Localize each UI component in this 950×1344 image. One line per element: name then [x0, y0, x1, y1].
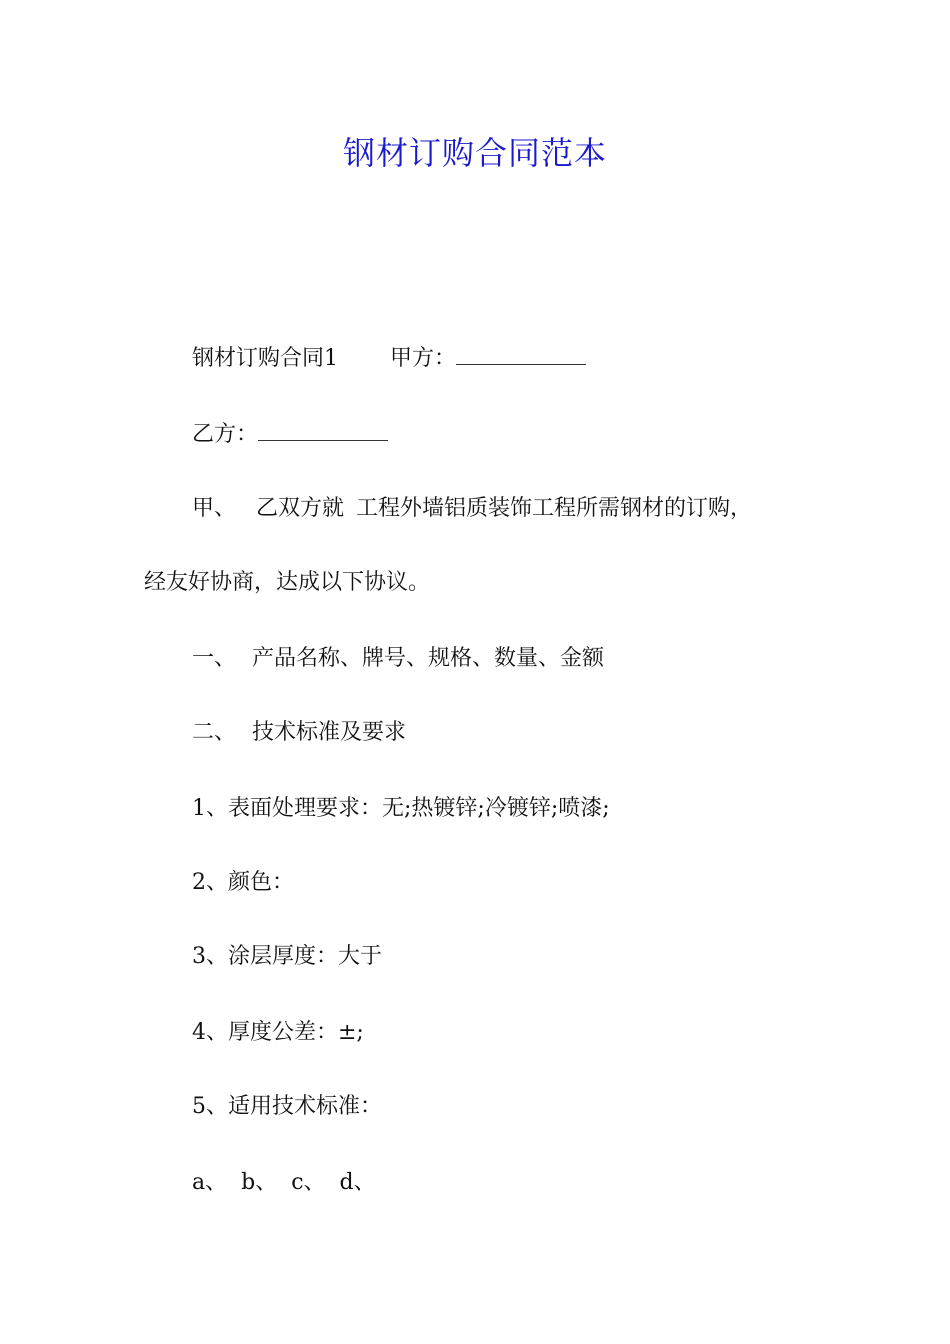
- party-b-label: 乙方：: [192, 422, 259, 447]
- intro-part-2: 乙双方就: [256, 496, 345, 521]
- contract-name: 钢材订购合同1: [192, 346, 338, 371]
- intro-part-1: 甲、: [192, 496, 237, 521]
- item-5: 5、适用技术标准：: [192, 1094, 382, 1119]
- section-2-number: 二、: [192, 720, 237, 745]
- sub-item-c: c、: [291, 1170, 326, 1195]
- section-2-heading: [192, 718, 406, 748]
- party-b-line: [192, 420, 388, 450]
- intro-part-3: 工程外墙铝质装饰工程所需钢材的订购，: [356, 496, 753, 521]
- sub-items-line: [192, 1168, 376, 1198]
- intro-line-2: 经友好协商，达成以下协议。: [144, 570, 431, 595]
- section-1-heading: [192, 644, 604, 674]
- party-b-blank: [258, 422, 388, 441]
- document-title: 钢材订购合同范本: [342, 134, 607, 172]
- header-line: [192, 344, 586, 374]
- party-a-label: 甲方：: [390, 346, 457, 371]
- party-a-blank: [456, 346, 586, 365]
- item-2: 2、颜色：: [192, 870, 294, 895]
- section-1-text: 产品名称、牌号、规格、数量、金额: [252, 646, 605, 671]
- intro-line-1: [192, 494, 752, 524]
- sub-item-b: b、: [241, 1170, 278, 1195]
- sub-item-d: d、: [339, 1170, 376, 1195]
- section-1-number: 一、: [192, 646, 237, 671]
- section-2-text: 技术标准及要求: [252, 720, 407, 745]
- item-4: 4、厚度公差：±;: [192, 1020, 364, 1045]
- sub-item-a: a、: [192, 1170, 228, 1195]
- item-3: 3、涂层厚度：大于: [192, 944, 382, 969]
- item-1: 1、表面处理要求：无;热镀锌;冷镀锌;喷漆;: [192, 796, 610, 821]
